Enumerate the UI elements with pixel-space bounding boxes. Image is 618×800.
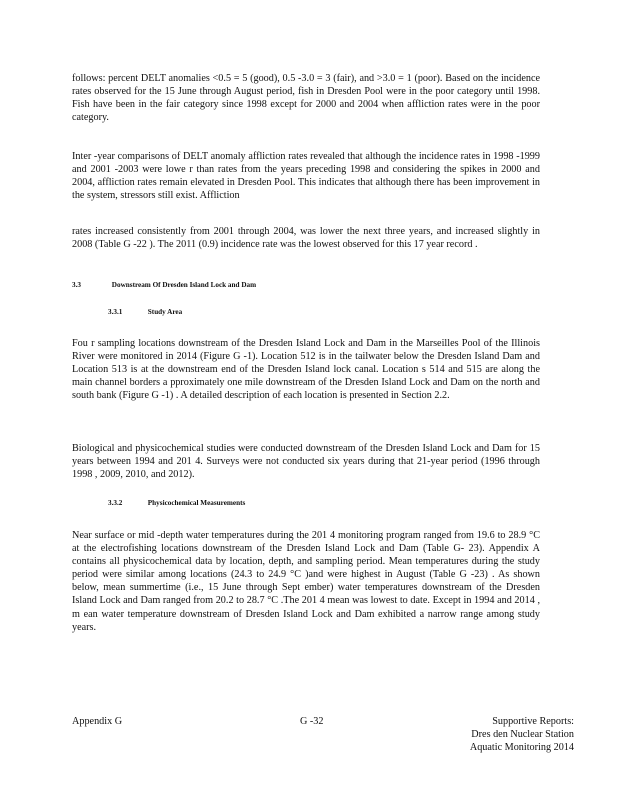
section-heading-3-3-1 (108, 308, 182, 316)
section-heading-3-3 (72, 281, 256, 289)
paragraph-affliction-rates: rates increased consistently from 2001 through 2004, was lower the next three years, and increased slightly in 2008 (Table G -22 ). The 2011 (0.9) incidence rate was the lowest observed for this 17 year record . (72, 226, 540, 251)
section-number: 3.3.2 (108, 499, 123, 507)
footer-report-title: Supportive Reports: Dres den Nuclear Station Aquatic Monitoring 2014 (469, 716, 574, 753)
section-title: Downstream Of Dresden Island Lock and Dam (111, 281, 257, 289)
section-title: Physicochemical Measurements (147, 499, 246, 507)
paragraph-study-history: Biological and physicochemical studies were conducted downstream of the Dresden Island Lock and Dam for 15 years between 1994 and 201 4. Surveys were not conducted six years during that 21-year period (1996 through 1998 , 2009, 2010, and 2012). (72, 443, 540, 481)
paragraph-sampling-locations: Fou r sampling locations downstream of the Dresden Island Lock and Dam in the Marseilles Pool of the Illinois River were monitored in 2014 (Figure G -1). Location 512 is in the tailwater below the Dresden Island Dam and Location 513 is at the downstream end of the Dresden Island lock canal. Location s 514 and 515 are along the main channel borders a pproximately one mile downstream of the Dresden Island Lock and Dam on the north and south bank (Figure G -1) . A detailed description of each location is presented in Section 2.2. (72, 338, 540, 402)
section-number: 3.3 (72, 281, 81, 289)
paragraph-inter-year-comparison: Inter -year comparisons of DELT anomaly affliction rates revealed that although the incidence rates in 1998 -1999 and 2001 -2003 were lowe r than rates from the years preceding 1998 and considering the spikes in 2000 and 2004, affliction rates remain elevated in Dresden Pool. This indicates that although there has been improvement in the system, stressors still exist. Affliction (72, 151, 540, 202)
section-number: 3.3.1 (108, 308, 123, 316)
section-title: Study Area (147, 308, 183, 316)
paragraph-water-temperatures: Near surface or mid -depth water temperatures during the 201 4 monitoring program ranged from 19.6 to 28.9 °C at the electrofishing locations downstream of the Dresden Island Lock and Dam (Table G- 23). Appendix A contains all physicochemical data by location, depth, and sampling period. Mean temperatures during the study period were similar among locations (24.3 to 24.9 °C )and were highest in August (Table G -23) . As shown below, mean summertime (i.e., 15 June through Sept ember) water temperatures downstream of the Dresden Island Lock and Dam ranged from 20.2 to 28.7 °C .The 201 4 mean was lowest to date. Except in 1994 and 2014 , m ean water temperature downstream of Dresden Island Lock and Dam exhibited a narrow range among study years. (72, 530, 540, 633)
footer-appendix-label: Appendix G (72, 716, 123, 727)
footer-page-number: G -32 (300, 716, 324, 727)
section-heading-3-3-2 (108, 499, 245, 507)
paragraph-delt-criteria: follows: percent DELT anomalies <0.5 = 5 (good), 0.5 -3.0 = 3 (fair), and >3.0 = 1 (poor). Based on the incidence rates observed for the 15 June through August period, fish in Dresden Pool were in the poor category until 1998. Fish have been in the fair category since 1998 except for 2000 and 2004 when affliction rates were in the poor category. (72, 73, 540, 124)
